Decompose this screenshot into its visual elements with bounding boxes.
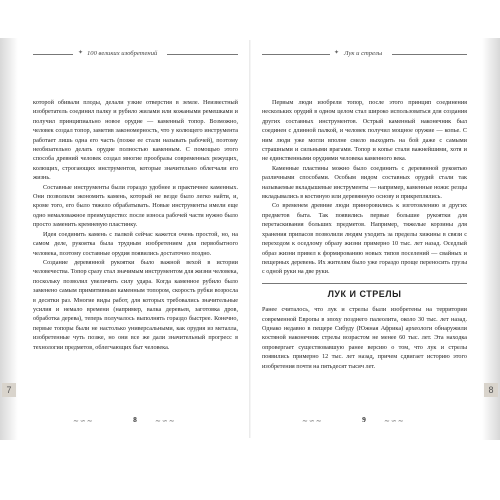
right-page bbox=[262, 48, 467, 428]
section-heading: ЛУК И СТРЕЛЫ bbox=[327, 288, 402, 299]
header-ornament-icon: ✦ bbox=[334, 50, 340, 56]
right-page-footer bbox=[262, 413, 467, 427]
paragraph: Первым люди изобрели топор, после этого принцип соединения нескольких орудий в одном целом стал широко использоваться для создания других составных инструментов. Острый каменный наконечник был соединен с длинной палкой, и человек получил мощное оружие — копье. С ним люди уже могли вполне смело выходить на бой даже с самыми страшными и сильными врагами. Топор и копье стали важнейшими, хотя и не единственными орудиями человека каменного века. bbox=[262, 99, 467, 163]
paragraph: Создание деревянной рукоятки было важной вехой в истории человечества. Топор сразу стал значимым инструментом для жизни человека, поскольку позволил увеличить силу удара. Когда каменное рубило было заменено самым примитивным каменным топором, скорость рубки возросла в десятки раз. Многие виды работ, для которых требовались значительные усилия и немало времени (например, валка деревьев, заготовка дров, обработка дерева), теперь получалось выполнять гораздо быстрее. Конечно, первые топоры были не настолько универсальными, как орудия из металла, изобретенные чуть позже, но они все же дали значительный прогресс в технологии предметов, облегчающих быт человека. bbox=[33, 258, 238, 351]
paragraph: Ранее считалось, что лук и стрелы были изобретены на территории современной Европы в эпоху позднего палеолита, около 30 тыс. лет назад. Однако недавно в пещере Сибуду (Южная Африка) археологи обнаружили костяной наконечник стрелы возрастом не менее 60 тыс. лет. Эта находка опровергает существовавшую ранее версию о том, что лук и стрелы появились примерно 12 тыс. лет назад, причем сдвигает историю этого изобретения почти на пятьдесят тысяч лет. bbox=[262, 306, 467, 370]
footer-ornament-icon: ∼∽∼ bbox=[302, 417, 323, 425]
left-page-tab: 7 bbox=[2, 383, 16, 397]
paragraph: Со временем древние люди приноровились к изготовлению и других предметов быта. Так появились первые большие рукоятки для перетаскивания больших предметов. Например, тяжелые корзины для хранения припасов позволили людям уходить за пределы хижины в связи с переходом к оседлому образу жизни примерно 10 тыс. лет назад. Оседлый образ жизни привел к формированию новых типов поселений — свайных и пещерных деревень. Их жителям было уже гораздо проще переносить грузы с одной руки на две руки. bbox=[262, 202, 467, 276]
left-page-edge bbox=[0, 38, 18, 440]
header-rule bbox=[262, 54, 330, 55]
left-page-body bbox=[33, 98, 238, 352]
header-rule bbox=[33, 54, 73, 55]
book-gutter bbox=[249, 40, 251, 438]
right-running-header bbox=[262, 48, 467, 62]
header-rule bbox=[392, 54, 467, 55]
right-page-body bbox=[262, 98, 467, 371]
running-head: 100 великих изобретений bbox=[87, 50, 158, 57]
section-divider bbox=[262, 283, 467, 284]
footer-ornament-icon: ∼∽∼ bbox=[384, 417, 405, 425]
page-number: 9 bbox=[362, 415, 366, 424]
right-page-tab: 8 bbox=[484, 383, 498, 397]
paragraph: Каменные пластины можно было соединить с деревянной рукоятью различными способами. Особым видом составных орудий стали так называемые вкладышевые инструменты — например, каменные ножи: резцы вкладывались в костяную или деревянную основу и прикреплялись. bbox=[262, 164, 467, 201]
header-rule bbox=[167, 54, 238, 55]
left-running-header bbox=[33, 48, 238, 62]
page-number: 8 bbox=[133, 415, 137, 424]
paragraph: Идея соединить камень с палкой сейчас кажется очень простой, но, на самом деле, рукоятка была трудным изобретением для первобытного человека, поэтому составные орудия появились достаточно поздно. bbox=[33, 230, 238, 257]
left-page-footer bbox=[33, 413, 238, 427]
left-page bbox=[33, 48, 238, 428]
running-head: Лук и стрелы bbox=[344, 50, 383, 57]
header-ornament-icon: ✦ bbox=[78, 50, 84, 56]
footer-ornament-icon: ∼∽∼ bbox=[73, 417, 94, 425]
right-page-edge bbox=[482, 38, 500, 440]
paragraph: которой обивали плоды, делали узкие отверстия в земле. Неизвестный изобретатель соединил палку и рубило жилами или кожаными ремешками и получил принципиально новое орудие — каменный топор. Возможно, человек создал топор, заметив закономерность, что у колющего инструмента работает лишь одна его часть (позже ее стали называть рабочей), поэтому необязательно делать орудие полностью каменным. С помощью этого способа древний человек создал многие прообразы современных режущих, колющих, строгающих инструментов, которые значительно облегчали его жизнь. bbox=[33, 99, 238, 182]
footer-ornament-icon: ∼∽∼ bbox=[155, 417, 176, 425]
paragraph: Составные инструменты были гораздо удобнее и практичнее каменных. Они позволили экономить камень, который не везде было легко найти, и, кроме того, его было тяжело обрабатывать. Новые инструменты имели еще одно немаловажное преимущество: после износа рабочей части нужно было просто заменить кремневую пластинку. bbox=[33, 183, 238, 229]
